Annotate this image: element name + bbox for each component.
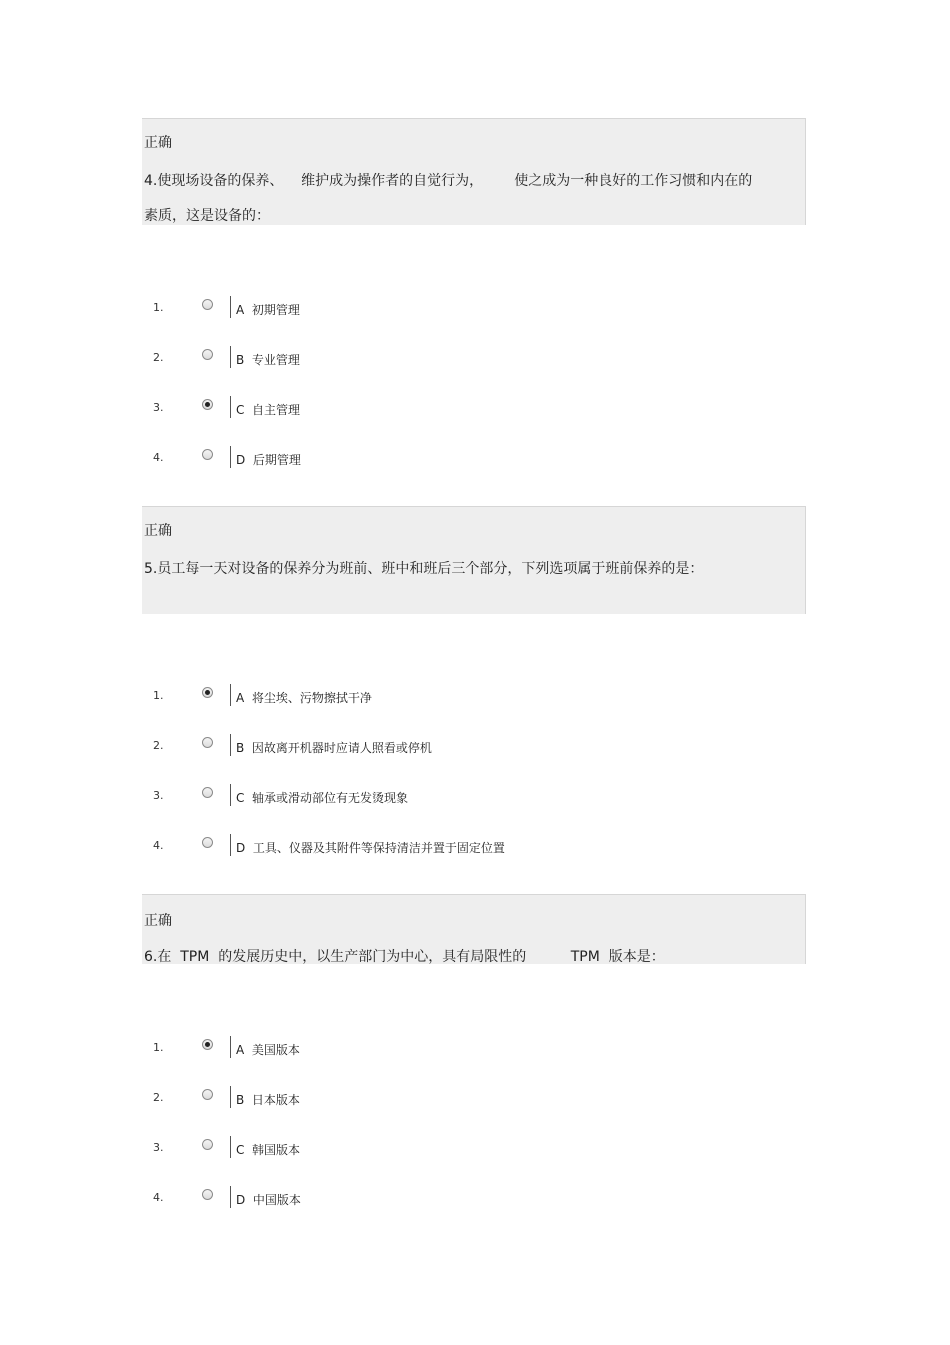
divider	[230, 396, 231, 418]
option-label: D 工具、仪器及其附件等保持清洁并置于固定位置	[236, 841, 505, 855]
radio-button[interactable]	[202, 1139, 213, 1150]
option-label: C 韩国版本	[236, 1143, 301, 1157]
answer-option[interactable]	[0, 1136, 950, 1160]
divider	[230, 1036, 231, 1058]
status-label: 正确	[144, 913, 172, 929]
option-number: 2.	[153, 351, 164, 364]
option-label: D 后期管理	[236, 453, 301, 467]
divider	[230, 784, 231, 806]
option-number: 4.	[153, 451, 164, 464]
option-label: A 初期管理	[236, 303, 300, 317]
status-label: 正确	[144, 523, 172, 539]
question-box	[142, 506, 806, 614]
question-text: 4.使现场设备的保养、 维护成为操作者的自觉行为， 使之成为一种良好的工作习惯和内在的	[144, 173, 753, 189]
question-text: 素质，这是设备的：	[144, 208, 270, 224]
option-label: D 中国版本	[236, 1193, 301, 1207]
radio-dot-icon	[205, 690, 210, 695]
divider	[230, 684, 231, 706]
radio-dot-icon	[205, 402, 210, 407]
option-number: 1.	[153, 689, 164, 702]
radio-button[interactable]	[202, 737, 213, 748]
radio-button[interactable]	[202, 1089, 213, 1100]
radio-dot-icon	[205, 1042, 210, 1047]
divider	[230, 1086, 231, 1108]
divider	[230, 734, 231, 756]
radio-button-selected[interactable]	[202, 1039, 213, 1050]
answer-option[interactable]	[0, 396, 950, 420]
answer-option[interactable]	[0, 346, 950, 370]
radio-button[interactable]	[202, 299, 213, 310]
divider	[230, 296, 231, 318]
option-label: C 自主管理	[236, 403, 301, 417]
option-label: B 日本版本	[236, 1093, 300, 1107]
option-number: 2.	[153, 1091, 164, 1104]
question-text: 5.员工每一天对设备的保养分为班前、班中和班后三个部分，下列选项属于班前保养的是：	[144, 561, 704, 577]
radio-button[interactable]	[202, 787, 213, 798]
answer-option[interactable]	[0, 296, 950, 320]
answer-option[interactable]	[0, 734, 950, 758]
option-number: 3.	[153, 1141, 164, 1154]
option-label: B 专业管理	[236, 353, 300, 367]
option-label: A 将尘埃、污物擦拭干净	[236, 691, 372, 705]
divider	[230, 1136, 231, 1158]
radio-button-selected[interactable]	[202, 687, 213, 698]
option-label: C 轴承或滑动部位有无发烫现象	[236, 791, 409, 805]
answer-option[interactable]	[0, 834, 950, 858]
radio-button[interactable]	[202, 1189, 213, 1200]
option-number: 1.	[153, 1041, 164, 1054]
question-box	[142, 118, 806, 225]
answer-option[interactable]	[0, 1186, 950, 1210]
radio-button[interactable]	[202, 837, 213, 848]
answer-option[interactable]	[0, 684, 950, 708]
radio-button[interactable]	[202, 349, 213, 360]
question-text: 6.在 TPM 的发展历史中，以生产部门为中心，具有局限性的 TPM 版本是：	[144, 949, 665, 965]
option-number: 4.	[153, 839, 164, 852]
answer-option[interactable]	[0, 784, 950, 808]
option-number: 1.	[153, 301, 164, 314]
answer-option[interactable]	[0, 446, 950, 470]
answer-option[interactable]	[0, 1086, 950, 1110]
option-number: 2.	[153, 739, 164, 752]
option-number: 3.	[153, 789, 164, 802]
divider	[230, 1186, 231, 1208]
divider	[230, 346, 231, 368]
option-number: 3.	[153, 401, 164, 414]
divider	[230, 446, 231, 468]
radio-button-selected[interactable]	[202, 399, 213, 410]
option-label: B 因故离开机器时应请人照看或停机	[236, 741, 432, 755]
option-label: A 美国版本	[236, 1043, 300, 1057]
question-box	[142, 894, 806, 964]
option-number: 4.	[153, 1191, 164, 1204]
status-label: 正确	[144, 135, 172, 151]
radio-button[interactable]	[202, 449, 213, 460]
answer-option[interactable]	[0, 1036, 950, 1060]
divider	[230, 834, 231, 856]
